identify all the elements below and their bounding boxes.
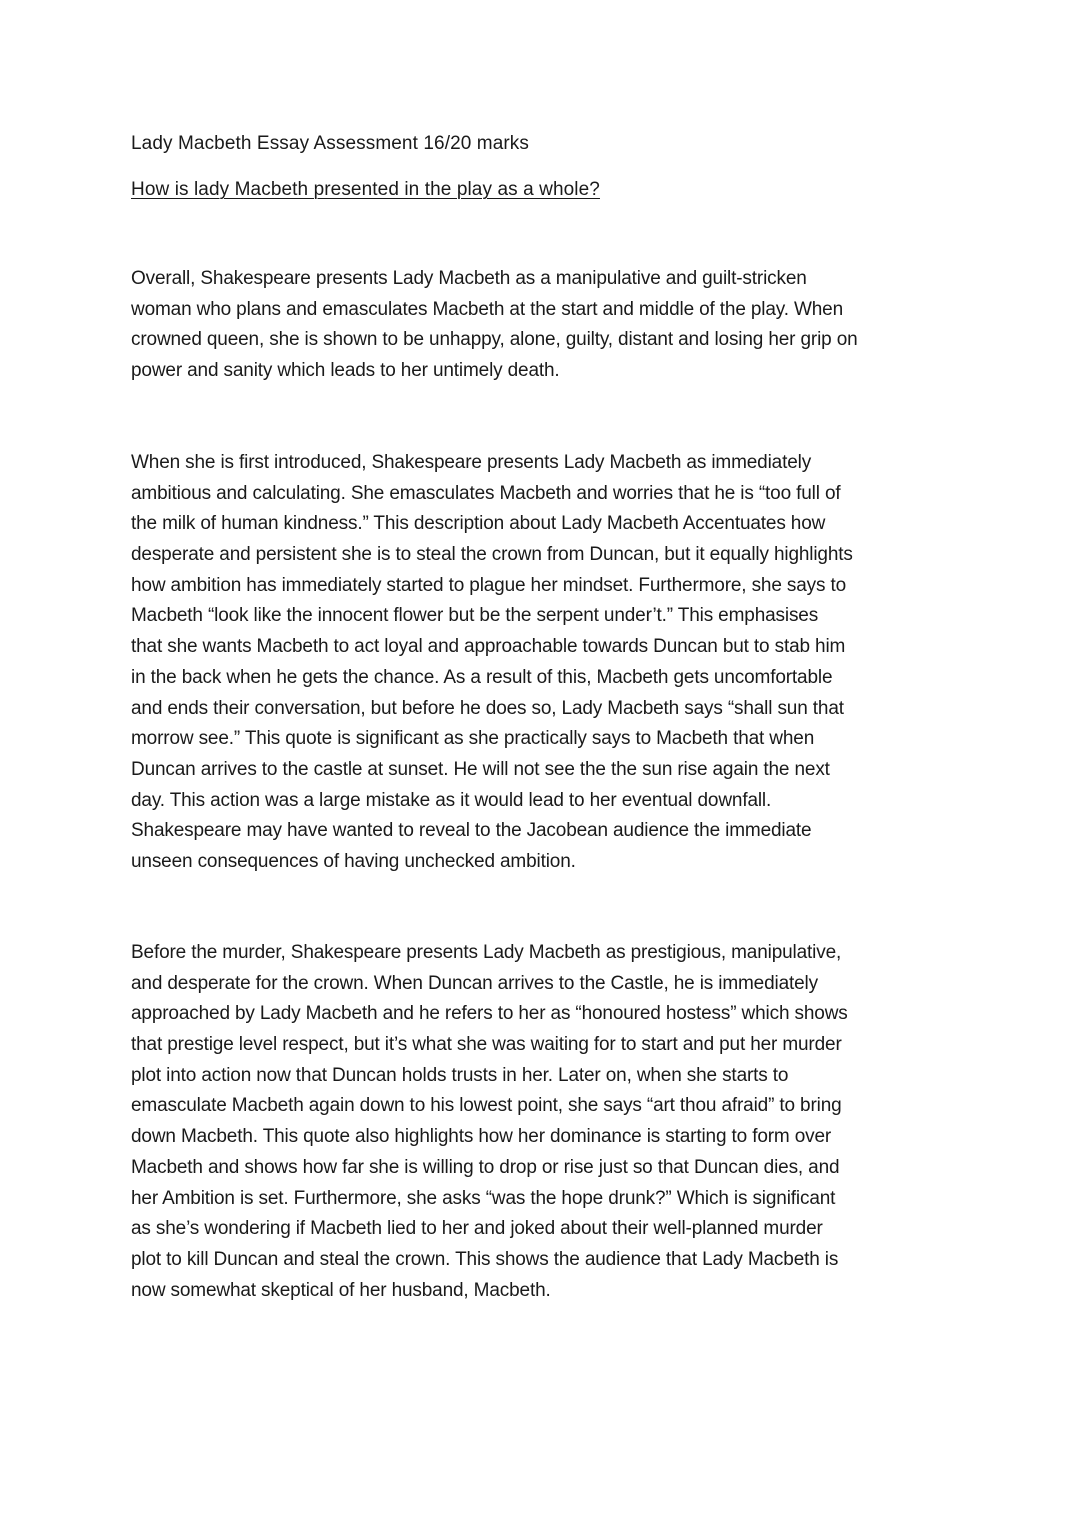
text-line: morrow see.” This quote is significant as she practically says to Macbeth that when [131,728,815,750]
text-line: power and sanity which leads to her untimely death. [131,360,560,382]
text-line: ambitious and calculating. She emasculates Macbeth and worries that he is “too full of [131,482,841,504]
text-line: Shakespeare may have wanted to reveal to the Jacobean audience the immediate [131,820,812,842]
text-line: plot into action now that Duncan holds trusts in her. Later on, when she starts to [131,1064,789,1086]
text-line: Macbeth and shows how far she is willing to drop or rise just so that Duncan dies, and [131,1156,840,1178]
text-line: in the back when he gets the chance. As a result of this, Macbeth gets uncomfortable [131,666,833,688]
text-line: now somewhat skeptical of her husband, Macbeth. [131,1279,551,1301]
text-line: emasculate Macbeth again down to his lowest point, she says “art thou afraid” to bring [131,1095,842,1117]
text-line: the milk of human kindness.” This description about Lady Macbeth Accentuates how [131,513,826,535]
text-line: plot to kill Duncan and steal the crown. This shows the audience that Lady Macbeth is [131,1248,839,1270]
document-title: Lady Macbeth Essay Assessment 16/20 marks [131,133,530,154]
text-line: down Macbeth. This quote also highlights how her dominance is starting to form over [131,1126,832,1148]
text-line: that she wants Macbeth to act loyal and approachable towards Duncan but to stab him [131,636,846,658]
text-line: and desperate for the crown. When Duncan arrives to the Castle, he is immediately [131,972,818,994]
text-line: that prestige level respect, but it’s what she was waiting for to start and put her murder [131,1034,842,1056]
paragraph-first-introduced [131,448,961,878]
text-line: how ambition has immediately started to plague her mindset. Furthermore, she says to [131,574,847,596]
text-line: When she is first introduced, Shakespeare presents Lady Macbeth as immediately [131,452,812,473]
text-line: as she’s wondering if Macbeth lied to her and joked about their well-planned murder [131,1218,823,1240]
paragraph-introduction [131,264,961,387]
text-line: Macbeth “look like the innocent flower but be the serpent under’t.” This emphasises [131,605,819,627]
text-line: woman who plans and emasculates Macbeth at the start and middle of the play. When [131,298,844,320]
text-line: Duncan arrives to the castle at sunset. He will not see the the sun rise again the next [131,758,830,780]
text-line: Before the murder, Shakespeare presents Lady Macbeth as prestigious, manipulative, [131,942,842,963]
text-line: day. This action was a large mistake as it would lead to her eventual downfall. [131,789,772,811]
text-line: her Ambition is set. Furthermore, she asks “was the hope drunk?” Which is significant [131,1187,836,1209]
essay-question: How is lady Macbeth presented in the play as a whole? [131,179,600,200]
text-line: unseen consequences of having unchecked ambition. [131,850,576,872]
text-line: desperate and persistent she is to steal the crown from Duncan, but it equally highlights [131,544,853,566]
text-line: and ends their conversation, but before he does so, Lady Macbeth says “shall sun that [131,697,844,719]
paragraph-before-murder [131,938,961,1306]
text-line: approached by Lady Macbeth and he refers to her as “honoured hostess” which shows [131,1003,848,1025]
text-line: crowned queen, she is shown to be unhappy, alone, guilty, distant and losing her grip on [131,329,858,351]
text-line: Overall, Shakespeare presents Lady Macbeth as a manipulative and guilt-stricken [131,268,807,289]
